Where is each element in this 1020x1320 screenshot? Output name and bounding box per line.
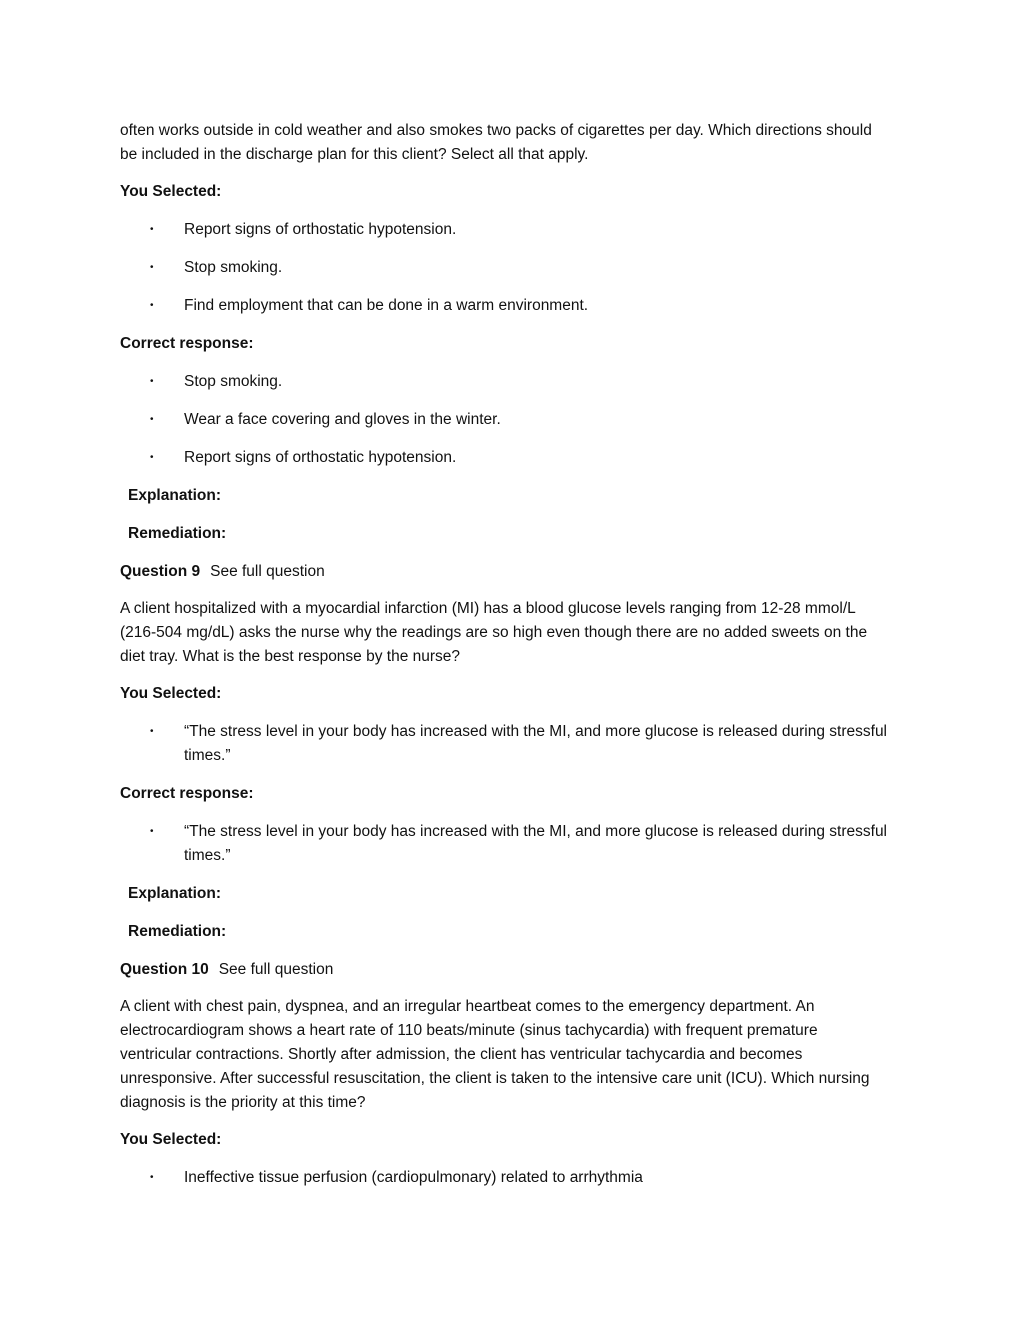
option-text: “The stress level in your body has increased with the MI, and more glucose is released during stressful times.” <box>184 723 888 764</box>
list-item <box>120 820 890 868</box>
option-text: Report signs of orthostatic hypotension. <box>184 221 457 238</box>
q9-correct-list <box>120 820 890 868</box>
list-item <box>120 256 890 280</box>
question-9-header <box>120 560 890 584</box>
list-item <box>120 720 890 768</box>
option-text: Wear a face covering and gloves in the winter. <box>184 411 501 428</box>
q8-explanation-label: Explanation: <box>128 487 222 504</box>
list-item <box>120 408 890 432</box>
q10-you-selected-label: You Selected: <box>120 1131 222 1148</box>
option-text: Stop smoking. <box>184 259 283 276</box>
option-text: Report signs of orthostatic hypotension. <box>184 449 457 466</box>
q9-explanation-label: Explanation: <box>128 885 222 902</box>
bullet-icon: • <box>150 300 154 311</box>
option-text: “The stress level in your body has increased with the MI, and more glucose is released during stressful times.” <box>184 823 888 864</box>
option-text: Stop smoking. <box>184 373 283 390</box>
q8-you-selected-label: You Selected: <box>120 183 222 200</box>
question-9-stem: A client hospitalized with a myocardial infarction (MI) has a blood glucose levels ranging from 12-28 mmol/L (216-504 mg/dL) asks the nurse why the readings are so high even though there are no added sweets on the diet tray. What is the best response by the nurse? <box>120 600 868 665</box>
list-item <box>120 294 890 318</box>
question-10-stem: A client with chest pain, dyspnea, and an irregular heartbeat comes to the emergency department. An electrocardiogram shows a heart rate of 110 beats/minute (sinus tachycardia) with frequent premature ventricular contractions. Shortly after admission, the client has ventricular tachycardia and becomes unresponsive. After successful resuscitation, the client is taken to the intensive care unit (ICU). Which nursing diagnosis is the priority at this time? <box>120 998 870 1111</box>
option-text: Find employment that can be done in a warm environment. <box>184 297 589 314</box>
bullet-icon: • <box>150 262 154 273</box>
bullet-icon: • <box>150 376 154 387</box>
option-text: Ineffective tissue perfusion (cardiopulmonary) related to arrhythmia <box>184 1169 643 1186</box>
bullet-icon: • <box>150 726 154 737</box>
bullet-icon: • <box>150 224 154 235</box>
q9-you-selected-list <box>120 720 890 768</box>
bullet-icon: • <box>150 826 154 837</box>
q9-correct-response-label: Correct response: <box>120 785 254 802</box>
q8-remediation-label: Remediation: <box>128 525 227 542</box>
question-number: Question 9 <box>120 563 201 580</box>
question-10-header <box>120 958 890 982</box>
question-8-stem: often works outside in cold weather and also smokes two packs of cigarettes per day. Which directions should be included in the discharge plan for this client? Select all that apply. <box>120 122 872 163</box>
list-item <box>120 218 890 242</box>
list-item <box>120 370 890 394</box>
bullet-icon: • <box>150 1172 154 1183</box>
question-number: Question 10 <box>120 961 209 978</box>
list-item <box>120 446 890 470</box>
q9-remediation-label: Remediation: <box>128 923 227 940</box>
q8-correct-response-label: Correct response: <box>120 335 254 352</box>
q8-correct-list <box>120 370 890 470</box>
q9-you-selected-label: You Selected: <box>120 685 222 702</box>
bullet-icon: • <box>150 452 154 463</box>
q10-you-selected-list <box>120 1166 890 1190</box>
q8-you-selected-list <box>120 218 890 318</box>
list-item <box>120 1166 890 1190</box>
document-page <box>120 119 890 1204</box>
see-full-question-link[interactable]: See full question <box>218 961 334 978</box>
see-full-question-link[interactable]: See full question <box>210 563 325 580</box>
bullet-icon: • <box>150 414 154 425</box>
